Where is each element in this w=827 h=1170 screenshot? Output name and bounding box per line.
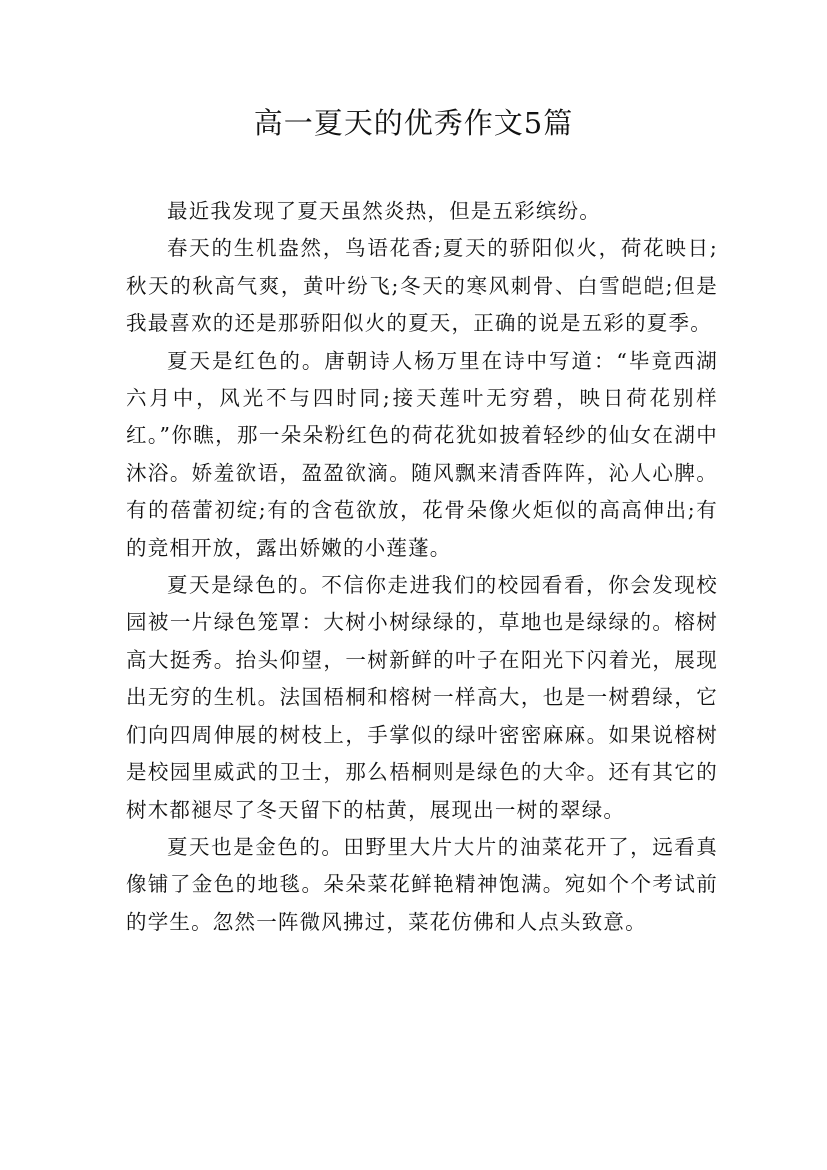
document-title: 高一夏天的优秀作文5篇 <box>253 106 574 140</box>
paragraph-red-summer: 夏天是红色的。唐朝诗人杨万里在诗中写道：“毕竟西湖六月中，风光不与四时同;接天莲叶无穷碧，映日荷花别样红。”你瞧，那一朵朵粉红色的荷花犹如披着轻纱的仙女在湖中沐浴。娇羞欲语，盈盈欲滴。随风飘来清香阵阵，沁人心脾。有的蓓蕾初绽;有的含苞欲放，花骨朵像火炬似的高高伸出;有的竞相开放，露出娇嫩的小莲蓬。 <box>126 348 718 560</box>
paragraph-green-summer: 夏天是绿色的。不信你走进我们的校园看看，你会发现校园被一片绿色笼罩：大树小树绿绿的，草地也是绿绿的。榕树高大挺秀。抬头仰望，一树新鲜的叶子在阳光下闪着光，展现出无穷的生机。法国梧桐和榕树一样高大，也是一树碧绿，它们向四周伸展的树枝上，手掌似的绿叶密密麻麻。如果说榕树是校园里威武的卫士，那么梧桐则是绿色的大伞。还有其它的树木都褪尽了冬天留下的枯黄，展现出一树的翠绿。 <box>126 573 718 822</box>
document-body <box>126 193 718 941</box>
paragraph-intro: 最近我发现了夏天虽然炎热，但是五彩缤纷。 <box>167 199 601 223</box>
paragraph-golden-summer: 夏天也是金色的。田野里大片大片的油菜花开了，远看真像铺了金色的地毯。朵朵菜花鲜艳精神饱满。宛如个个考试前的学生。忽然一阵微风拂过，菜花仿佛和人点头致意。 <box>126 834 718 934</box>
paragraph-seasons: 春天的生机盎然，鸟语花香;夏天的骄阳似火，荷花映日;秋天的秋高气爽，黄叶纷飞;冬天的寒风刺骨、白雪皑皑;但是我最喜欢的还是那骄阳似火的夏天，正确的说是五彩的夏季。 <box>126 236 718 336</box>
